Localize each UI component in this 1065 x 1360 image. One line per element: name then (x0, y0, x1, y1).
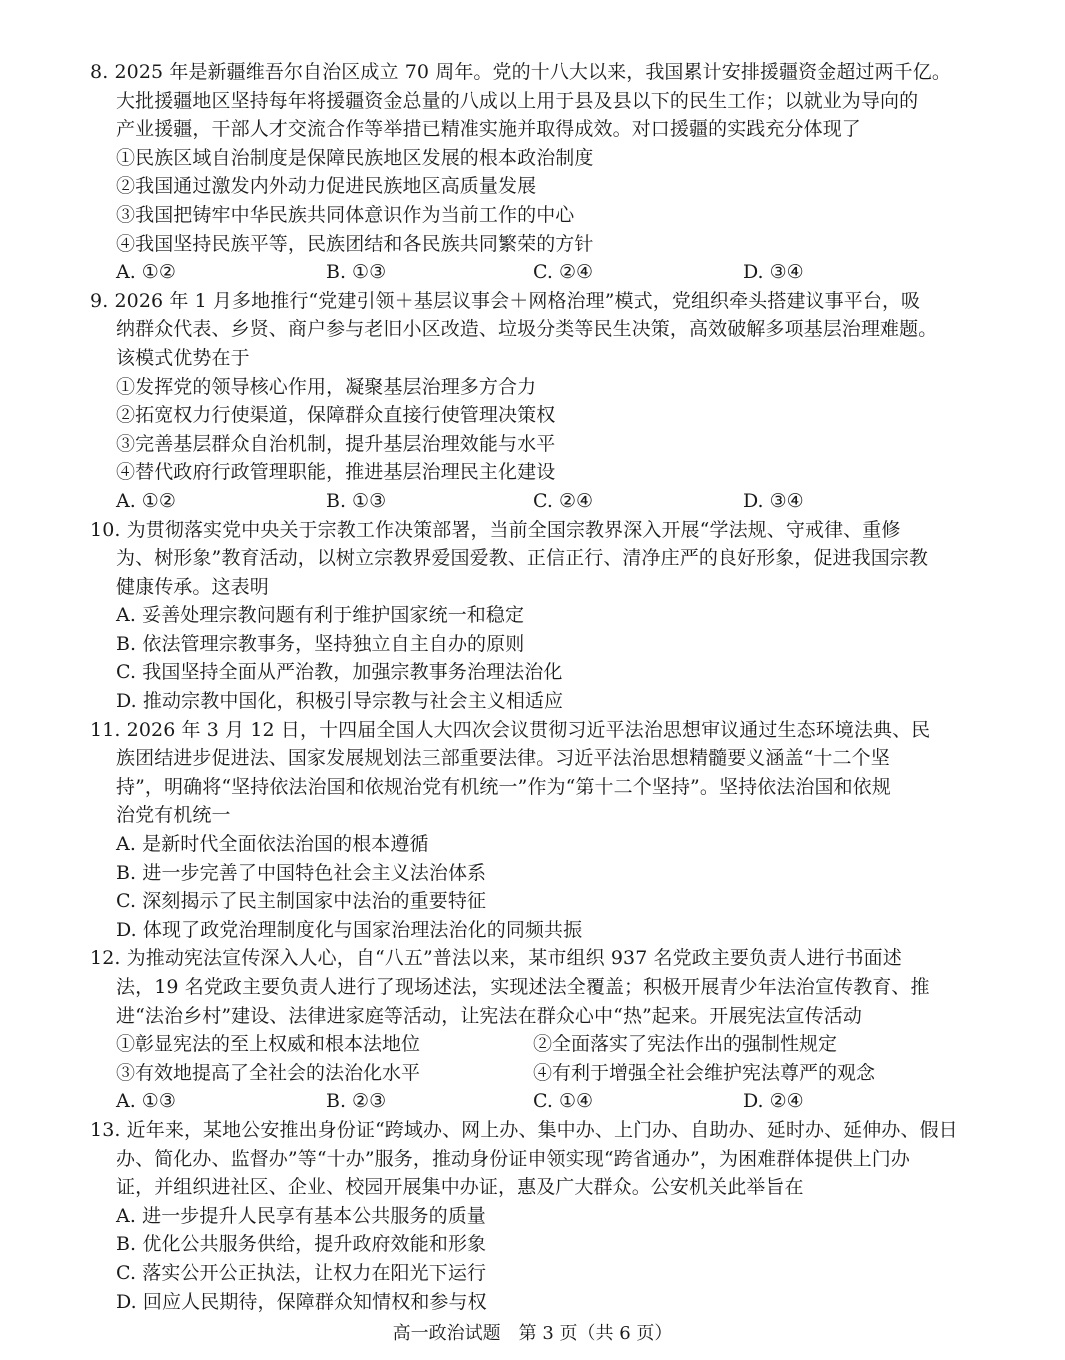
question-stem-line: 持”，明确将“坚持依法治国和依规治党有机统一”作为“第十二个坚持”。坚持依法治国和依规 (116, 775, 891, 798)
question-11 (90, 716, 990, 945)
question-stem-line: 产业援疆，干部人才交流合作等举措已精准实施并取得成效。对口援疆的实践充分体现了 (116, 118, 861, 141)
question-12 (90, 944, 990, 1116)
question-stem-line: 健康传承。这表明 (116, 575, 269, 598)
choice-a: A. 是新时代全面依法治国的根本遵循 (116, 833, 429, 856)
question-stem-line: 12. 为推动宪法宣传深入人心，自“八五”普法以来，某市组织 937 名党政主要负责人进行书面述 (90, 947, 902, 970)
question-stem-line: 大批援疆地区坚持每年将援疆资金总量的八成以上用于县及县以下的民生工作；以就业为导向的 (116, 89, 919, 112)
answer-choices (90, 1087, 990, 1116)
statement-row (90, 1059, 990, 1088)
question-stem-line: 证，并组织进社区、企业、校园开展集中办证，惠及广大群众。公安机关此举旨在 (116, 1176, 804, 1199)
choice-b: B. 进一步完善了中国特色社会主义法治体系 (116, 861, 487, 884)
question-stem-line: 8. 2025 年是新疆维吾尔自治区成立 70 周年。党的十八大以来，我国累计安排援疆资金超过两千亿。 (90, 61, 951, 83)
choice-c: C. 落实公开公正执法，让权力在阳光下运行 (116, 1261, 487, 1284)
question-stem-line: 13. 近年来，某地公安推出身份证“跨域办、网上办、集中办、上门办、自助办、延时办、延伸办、假日 (90, 1118, 958, 1141)
question-stem-line: 治党有机统一 (116, 804, 231, 827)
statement-item: ④我国坚持民族平等，民族团结和各民族共同繁荣的方针 (116, 232, 594, 255)
choice-b: B. ①③ (326, 261, 387, 284)
choice-b: B. ①③ (326, 489, 387, 512)
choice-c: C. 深刻揭示了民主制国家中法治的重要特征 (116, 890, 487, 913)
question-13 (90, 1116, 990, 1316)
statement-item: ②我国通过激发内外动力促进民族地区高质量发展 (116, 175, 537, 198)
question-stem-line: 进“法治乡村”建设、法律进家庭等活动，让宪法在群众心中“热”起来。开展宪法宣传活动 (116, 1004, 862, 1027)
choice-b: B. ②③ (326, 1090, 387, 1113)
choice-d: D. 体现了政党治理制度化与国家治理法治化的同频共振 (116, 918, 583, 941)
choice-a: A. 妥善处理宗教问题有利于维护国家统一和稳定 (116, 604, 525, 627)
choice-c: C. ②④ (533, 261, 594, 284)
statement-item: ③我国把铸牢中华民族共同体意识作为当前工作的中心 (116, 203, 575, 226)
choice-a: A. ①③ (116, 1090, 176, 1113)
statement-item: ④有利于增强全社会维护宪法尊严的观念 (533, 1061, 876, 1084)
choice-c: C. ①④ (533, 1090, 594, 1113)
question-10 (90, 516, 990, 716)
choice-b: B. 优化公共服务供给，提升政府效能和形象 (116, 1233, 487, 1256)
answer-choices (90, 258, 990, 287)
question-stem-line: 纳群众代表、乡贤、商户参与老旧小区改造、垃圾分类等民生决策，高效破解多项基层治理难题。 (116, 318, 938, 341)
question-stem-line: 办、简化办、监督办”等“十办”服务，推动身份证申领实现“跨省通办”，为困难群体提供上门办 (116, 1147, 910, 1170)
choice-d: D. ③④ (743, 489, 804, 512)
choice-d: D. 回应人民期待，保障群众知情权和参与权 (116, 1290, 487, 1313)
choice-c: C. 我国坚持全面从严治教，加强宗教事务治理法治化 (116, 661, 563, 684)
page-footer: 高一政治试题 第 3 页（共 6 页） (392, 1323, 673, 1344)
question-stem-line: 11. 2026 年 3 月 12 日，十四届全国人大四次会议贯彻习近平法治思想审议通过生态环境法典、民 (90, 718, 931, 741)
statement-item: ③完善基层群众自治机制，提升基层治理效能与水平 (116, 432, 556, 455)
statement-item: ①发挥党的领导核心作用，凝聚基层治理多方合力 (116, 375, 537, 398)
exam-page (90, 58, 990, 1316)
statement-item: ③有效地提高了全社会的法治化水平 (116, 1061, 421, 1084)
choice-d: D. ③④ (743, 261, 804, 284)
choice-a: A. ①② (116, 489, 176, 512)
question-stem-line: 9. 2026 年 1 月多地推行“党建引领＋基层议事会＋网格治理”模式，党组织牵头搭建议事平台，吸 (90, 289, 921, 312)
question-stem-line: 族团结进步促进法、国家发展规划法三部重要法律。习近平法治思想精髓要义涵盖“十二个坚 (116, 747, 890, 770)
statement-item: ②拓宽权力行使渠道，保障群众直接行使管理决策权 (116, 404, 556, 427)
choice-b: B. 依法管理宗教事务，坚持独立自主自办的原则 (116, 632, 525, 655)
statement-item: ④替代政府行政管理职能，推进基层治理民主化建设 (116, 461, 556, 484)
question-9 (90, 287, 990, 516)
statement-row (90, 1030, 990, 1059)
choice-d: D. ②④ (743, 1090, 804, 1113)
choice-c: C. ②④ (533, 489, 594, 512)
statement-item: ①彰显宪法的至上权威和根本法地位 (116, 1033, 421, 1056)
statement-item: ②全面落实了宪法作出的强制性规定 (533, 1033, 838, 1056)
question-stem-line: 10. 为贯彻落实党中央关于宗教工作决策部署，当前全国宗教界深入开展“学法规、守戒律、重修 (90, 518, 901, 541)
question-stem-line: 该模式优势在于 (116, 346, 250, 369)
question-8 (90, 58, 990, 287)
choice-a: A. ①② (116, 261, 176, 284)
question-stem-line: 法，19 名党政主要负责人进行了现场述法，实现述法全覆盖；积极开展青少年法治宣传教育、推 (116, 976, 930, 998)
answer-choices (90, 487, 990, 516)
statement-item: ①民族区域自治制度是保障民族地区发展的根本政治制度 (116, 146, 594, 169)
choice-a: A. 进一步提升人民享有基本公共服务的质量 (116, 1204, 486, 1227)
question-stem-line: 为、树形象”教育活动，以树立宗教界爱国爱教、正信正行、清净庄严的良好形象，促进我国宗教 (116, 547, 929, 570)
choice-d: D. 推动宗教中国化，积极引导宗教与社会主义相适应 (116, 690, 564, 713)
